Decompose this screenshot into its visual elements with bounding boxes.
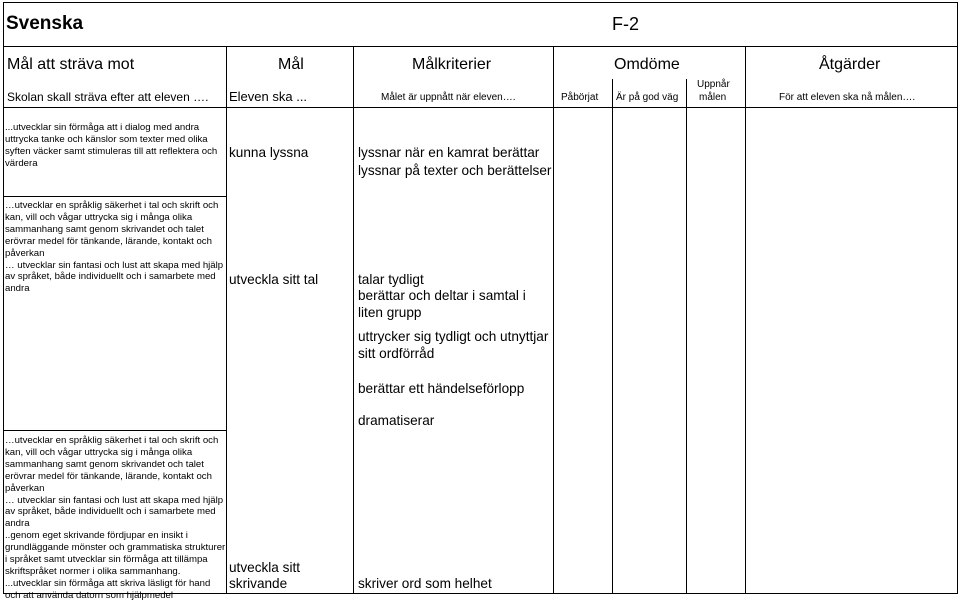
criterion-2-3: uttrycker sig tydligt och utnyttjar sitt ordförråd: [358, 329, 549, 361]
col-sep-2: [353, 46, 354, 594]
col-header-assessment: Omdöme: [614, 56, 680, 73]
col-sep-4: [612, 79, 613, 594]
rule-title: [3, 46, 957, 47]
subheader-criteria: Målet är uppnått när eleven….: [381, 92, 516, 103]
rule-subheader: [3, 107, 957, 108]
criterion-2-1: talar tydligt: [358, 272, 424, 287]
goal-text-3: …utvecklar en språklig säkerhet i tal och skrift och kan, vill och vågar uttrycka sig i många olika sammanhang samt genom skrivandet och talet erövrar medel för tänkande, lärande, kontakt och påverkan … utvecklar sin fantasi och lust att skapa med hjälp av språket, både individuellt och i samarbete med andra ..genom eget skrivande fördjupar en insikt i grundläggande mönster och grammatiska strukturer i språket samt utvecklar sin förmåga att tillämpa skriftspråket normer i olika sammanhang. ...utvecklar sin förmåga att skriva läsligt för hand och att använda datorn som hjälpmedel: [5, 435, 226, 601]
subheader-actions: För att eleven ska nå målen….: [779, 92, 916, 103]
border-top: [3, 2, 957, 3]
criterion-2-5: dramatiserar: [358, 413, 435, 428]
target-3-line-1: utveckla sitt: [229, 560, 301, 575]
col-header-actions: Åtgärder: [819, 56, 881, 73]
col-header-goals: Mål att sträva mot: [7, 56, 135, 73]
rule-section-2: [3, 430, 226, 431]
target-2: utveckla sitt tal: [229, 272, 319, 287]
target-1: kunna lyssna: [229, 145, 309, 160]
subject-title: Svenska: [6, 13, 84, 34]
col-sep-5: [686, 79, 687, 594]
subheader-achieved-1: Uppnår: [697, 79, 730, 90]
criterion-3-1: skriver ord som helhet: [358, 576, 492, 591]
subheader-goals: Skolan skall sträva efter att eleven ….: [7, 90, 209, 104]
grade-label: F-2: [612, 14, 639, 34]
col-header-criteria: Målkriterier: [412, 56, 492, 73]
criterion-1-1: lyssnar när en kamrat berättar: [358, 145, 540, 160]
subheader-started: Påbörjat: [561, 92, 599, 103]
criterion-2-2: berättar och deltar i samtal i liten grupp: [358, 288, 526, 320]
col-sep-6: [745, 46, 746, 594]
subheader-targets: Eleven ska ...: [229, 89, 308, 104]
target-3-line-2: skrivande: [229, 576, 288, 591]
border-left: [3, 2, 4, 594]
criterion-1-2: lyssnar på texter och berättelser: [358, 163, 552, 178]
subheader-on-track: Är på god väg: [616, 92, 679, 103]
rule-section-1: [3, 196, 226, 197]
border-right: [957, 2, 958, 594]
col-header-targets: Mål: [278, 56, 304, 73]
col-sep-3: [553, 46, 554, 594]
subheader-achieved-2: målen: [699, 92, 727, 103]
criterion-2-4: berättar ett händelseförlopp: [358, 381, 525, 396]
goal-text-2: …utvecklar en språklig säkerhet i tal och skrift och kan, vill och vågar uttrycka sig i många olika sammanhang samt genom skrivandet och talet erövrar medel för tänkande, lärande, kontakt och påverkan … utvecklar sin fantasi och lust att skapa med hjälp av språket, både individuellt och i samarbete med andra: [5, 200, 224, 295]
goal-text-1: ...utvecklar sin förmåga att i dialog med andra uttrycka tanke och känslor som texter med olika syften väcker samt stimuleras till att reflektera och värdera: [5, 122, 218, 169]
